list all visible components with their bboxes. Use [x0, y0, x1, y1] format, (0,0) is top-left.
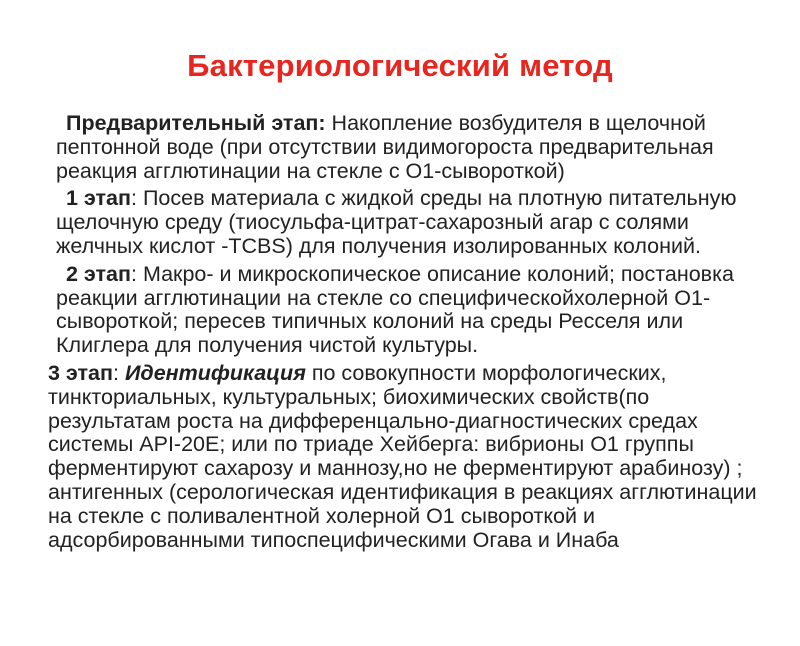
paragraph-stage-2 [56, 263, 776, 358]
paragraph-stage-1 [56, 187, 776, 258]
stage-label: 3 этап [48, 360, 113, 385]
stage-label: 1 этап [66, 186, 131, 211]
paragraph-text: : Макро- и микроскопическое описание колоний; постановка реакции агглютинации на стекле со специфическойхолерной О1-сывороткой; пересев типичных колоний на среды Ресселя или Клиглера для получения чистой культуры. [56, 261, 734, 358]
identification-term: Идентификация [124, 360, 306, 385]
paragraph-stage-3 [48, 362, 776, 552]
paragraph-text: Накопление возбудителя в щелочной пептонной воде (при отсутствии видимогороста предварительная реакция агглютинации на стекле с О1-сывороткой) [56, 111, 714, 183]
stage-label: 2 этап [66, 261, 131, 286]
stage-label: Предварительный этап: [66, 111, 326, 135]
paragraph-text: по совокупности морфологических, тинкториальных, культуральных; биохимических свойств(по результатам роста на дифференцально-диагностических средах системы API-20E; или по триаде Хейберга: вибрионы О1 группы ферментируют сахарозу и маннозу,но не ферментируют арабинозу) ; антигенных (серологическая идентификация в реакциях агглютинации на стекле с поливалентной холерной О1 сывороткой и адсорбированными типоспецифическими Огава и Инаба [48, 360, 757, 552]
stage-colon: : [113, 360, 125, 385]
paragraph-preliminary-stage [56, 112, 776, 183]
document-body [48, 111, 776, 556]
paragraph-text: : Посев материала с жидкой среды на плотную питательную щелочную среду (тиосульфа-цитрат-сахарозный агар с солями желчных кислот -TCBS) для получения изолированных колоний. [56, 186, 737, 258]
page-title: Бактериологический метод [187, 48, 613, 83]
